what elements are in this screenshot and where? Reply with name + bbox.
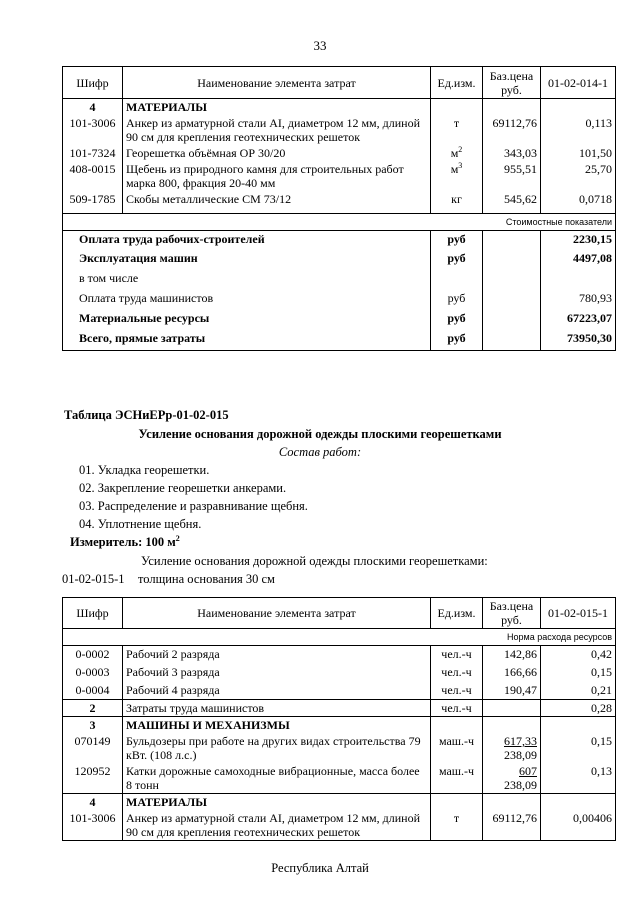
material-unit: кг <box>431 191 483 213</box>
material-value: 0,00406 <box>541 810 616 841</box>
material-price: 69112,76 <box>483 810 541 841</box>
section-code: 4 <box>63 99 123 116</box>
machine-code: 070149 <box>63 733 123 763</box>
machine-name: Катки дорожные самоходные вибрационные, масса более 8 тонн <box>123 763 431 794</box>
section-code: 3 <box>63 717 123 734</box>
labor-unit: чел.-ч <box>431 682 483 700</box>
material-code: 101-3006 <box>63 810 123 841</box>
material-value: 101,50 <box>541 145 616 161</box>
operators-code: 2 <box>63 700 123 717</box>
labor-value: 0,42 <box>541 646 616 664</box>
machine-unit: маш.-ч <box>431 733 483 763</box>
labor-name: Рабочий 4 разряда <box>123 682 431 700</box>
work-step: 03. Распределение и разравнивание щебня. <box>79 499 308 513</box>
table-title: Таблица ЭСНиЕРр-01-02-015 <box>64 408 229 422</box>
header-code: Шифр <box>63 598 123 629</box>
page-number: 33 <box>313 38 327 53</box>
cost-unit: руб <box>431 290 483 310</box>
cost-value: 780,93 <box>541 290 616 310</box>
machine-value: 0,15 <box>541 733 616 763</box>
estimate-table-1 <box>62 66 616 351</box>
labor-price: 190,47 <box>483 682 541 700</box>
variant-text: толщина основания 30 см <box>138 572 275 586</box>
cost-indicators-header: Стоимостные показатели <box>63 213 616 230</box>
material-price: 69112,76 <box>483 115 541 145</box>
header-price: Баз.цена руб. <box>483 598 541 629</box>
labor-unit: чел.-ч <box>431 646 483 664</box>
estimate-table-2 <box>62 597 616 841</box>
work-step: 02. Закрепление георешетки анкерами. <box>79 481 287 495</box>
material-unit: т <box>431 115 483 145</box>
cost-unit: руб <box>431 250 483 270</box>
header-code-col: 01-02-014-1 <box>541 67 616 99</box>
work-step: 01. Укладка георешетки. <box>79 463 210 477</box>
table-subtitle: Усиление основания дорожной одежды плоскими георешетками <box>138 427 502 441</box>
section-title: МАШИНЫ И МЕХАНИЗМЫ <box>123 717 431 734</box>
description-line: Усиление основания дорожной одежды плоскими георешетками: <box>141 554 488 568</box>
material-code: 509-1785 <box>63 191 123 213</box>
material-value: 25,70 <box>541 161 616 191</box>
material-name: Георешетка объёмная ОР 30/20 <box>123 145 431 161</box>
labor-name: Рабочий 2 разряда <box>123 646 431 664</box>
material-name: Щебень из природного камня для строительных работ марка 800, фракция 20-40 мм <box>123 161 431 191</box>
footer-region: Республика Алтай <box>271 861 369 875</box>
section-title: МАТЕРИАЛЫ <box>123 794 431 811</box>
cost-value: 67223,07 <box>541 310 616 330</box>
material-name: Анкер из арматурной стали AI, диаметром 12 мм, длиной 90 см для крепления геотехнических решеток <box>123 810 431 841</box>
material-unit: т <box>431 810 483 841</box>
cost-value: 73950,30 <box>541 330 616 350</box>
machine-code: 120952 <box>63 763 123 794</box>
material-code: 101-7324 <box>63 145 123 161</box>
material-price: 545,62 <box>483 191 541 213</box>
operators-unit: чел.-ч <box>431 700 483 717</box>
header-unit: Ед.изм. <box>431 67 483 99</box>
header-code-col: 01-02-015-1 <box>541 598 616 629</box>
measure-unit: Измеритель: 100 $м^2$ <box>70 533 180 549</box>
labor-code: 0-0002 <box>63 646 123 664</box>
machine-unit: маш.-ч <box>431 763 483 794</box>
cost-unit: руб <box>431 310 483 330</box>
norm-header: Норма расхода ресурсов <box>63 629 616 646</box>
cost-name: Всего, прямые затраты <box>63 330 431 350</box>
header-name: Наименование элемента затрат <box>123 67 431 99</box>
labor-value: 0,21 <box>541 682 616 700</box>
machine-price: 607 238,09 <box>483 763 541 794</box>
cost-value: 4497,08 <box>541 250 616 270</box>
machine-price: 617,33 238,09 <box>483 733 541 763</box>
operators-name: Затраты труда машинистов <box>123 700 431 717</box>
material-name: Скобы металлические СМ 73/12 <box>123 191 431 213</box>
cost-name: в том числе <box>63 270 431 290</box>
labor-code: 0-0004 <box>63 682 123 700</box>
operators-value: 0,28 <box>541 700 616 717</box>
cost-value: 2230,15 <box>541 230 616 250</box>
variant-code: 01-02-015-1 <box>62 572 125 586</box>
labor-value: 0,15 <box>541 664 616 682</box>
labor-name: Рабочий 3 разряда <box>123 664 431 682</box>
composition-label: Состав работ: <box>278 445 362 459</box>
material-unit: $м^2$ <box>431 145 483 161</box>
material-price: 343,03 <box>483 145 541 161</box>
material-value: 0,113 <box>541 115 616 145</box>
header-name: Наименование элемента затрат <box>123 598 431 629</box>
machine-value: 0,13 <box>541 763 616 794</box>
material-price: 955,51 <box>483 161 541 191</box>
cost-name: Материальные ресурсы <box>63 310 431 330</box>
material-value: 0,0718 <box>541 191 616 213</box>
labor-unit: чел.-ч <box>431 664 483 682</box>
material-name: Анкер из арматурной стали AI, диаметром 12 мм, длиной 90 см для крепления геотехнических решеток <box>123 115 431 145</box>
cost-unit: руб <box>431 230 483 250</box>
header-price: Баз.цена руб. <box>483 67 541 99</box>
section-code: 4 <box>63 794 123 811</box>
material-code: 101-3006 <box>63 115 123 145</box>
work-step: 04. Уплотнение щебня. <box>79 517 202 531</box>
machine-name: Бульдозеры при работе на других видах строительства 79 кВт. (108 л.с.) <box>123 733 431 763</box>
labor-code: 0-0003 <box>63 664 123 682</box>
cost-name: Оплата труда рабочих-строителей <box>63 230 431 250</box>
labor-price: 142,86 <box>483 646 541 664</box>
header-code: Шифр <box>63 67 123 99</box>
section-title: МАТЕРИАЛЫ <box>123 99 431 116</box>
cost-name: Эксплуатация машин <box>63 250 431 270</box>
cost-name: Оплата труда машинистов <box>63 290 431 310</box>
material-unit: $м^3$ <box>431 161 483 191</box>
cost-unit: руб <box>431 330 483 350</box>
header-unit: Ед.изм. <box>431 598 483 629</box>
material-code: 408-0015 <box>63 161 123 191</box>
labor-price: 166,66 <box>483 664 541 682</box>
